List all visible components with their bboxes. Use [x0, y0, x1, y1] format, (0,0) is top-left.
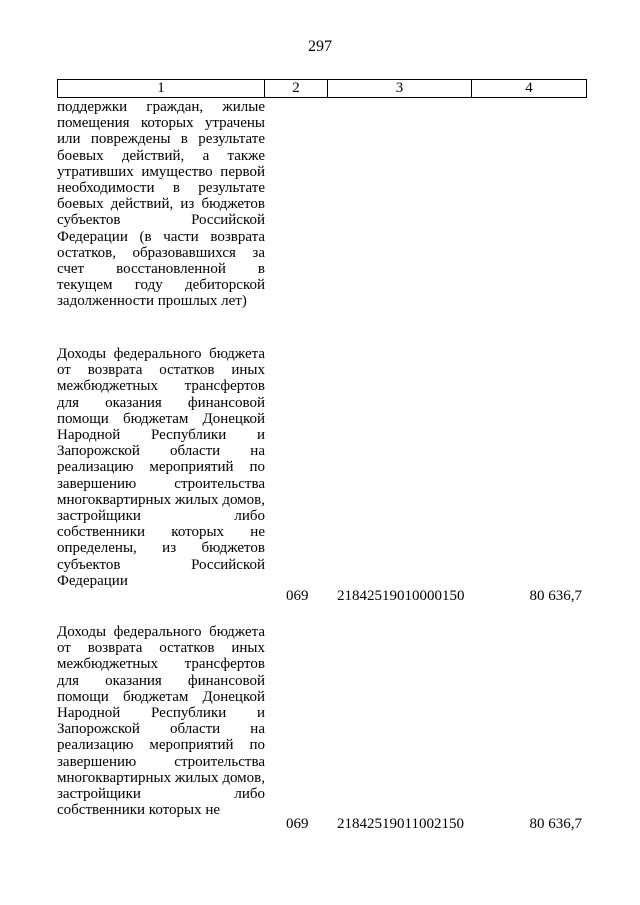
column-header-row [58, 80, 587, 98]
page-number: 297 [308, 38, 332, 55]
table-row-admin-code: 069 [286, 588, 309, 604]
column-header-table [57, 79, 587, 98]
table-row-kbk: 21842519011002150 [337, 816, 464, 832]
table-row-description: поддержки граждан, жилые помещения которых утрачены или повреждены в результате боевых действий, а также утративших имущество первой необходимости в результате боевых действий, из бюджетов субъектов Российской Федерации (в части возврата остатков, образовавшихся за счет восстановленной в текущем году дебиторской задолженности прошлых лет) [57, 99, 265, 310]
column-header-4: 4 [472, 80, 587, 98]
table-row-description: Доходы федерального бюджета от возврата остатков иных межбюджетных трансфертов для оказания финансовой помощи бюджетам Донецкой Народной Республики и Запорожской области на реализацию мероприятий по завершению строительства многоквартирных жилых домов, застройщики либо собственники которых не определены, из бюджетов субъектов Российской Федерации [57, 346, 265, 589]
table-row-admin-code: 069 [286, 816, 309, 832]
table-row-description: Доходы федерального бюджета от возврата остатков иных межбюджетных трансфертов для оказания финансовой помощи бюджетам Донецкой Народной Республики и Запорожской области на реализацию мероприятий по завершению строительства многоквартирных жилых домов, застройщики либо собственники которых не [57, 624, 265, 819]
table-row-amount: 80 636,7 [529, 588, 582, 604]
table-row-amount: 80 636,7 [529, 816, 582, 832]
column-header-3: 3 [328, 80, 472, 98]
column-header-2: 2 [265, 80, 328, 98]
column-header-1: 1 [58, 80, 265, 98]
table-row-kbk: 21842519010000150 [337, 588, 465, 604]
